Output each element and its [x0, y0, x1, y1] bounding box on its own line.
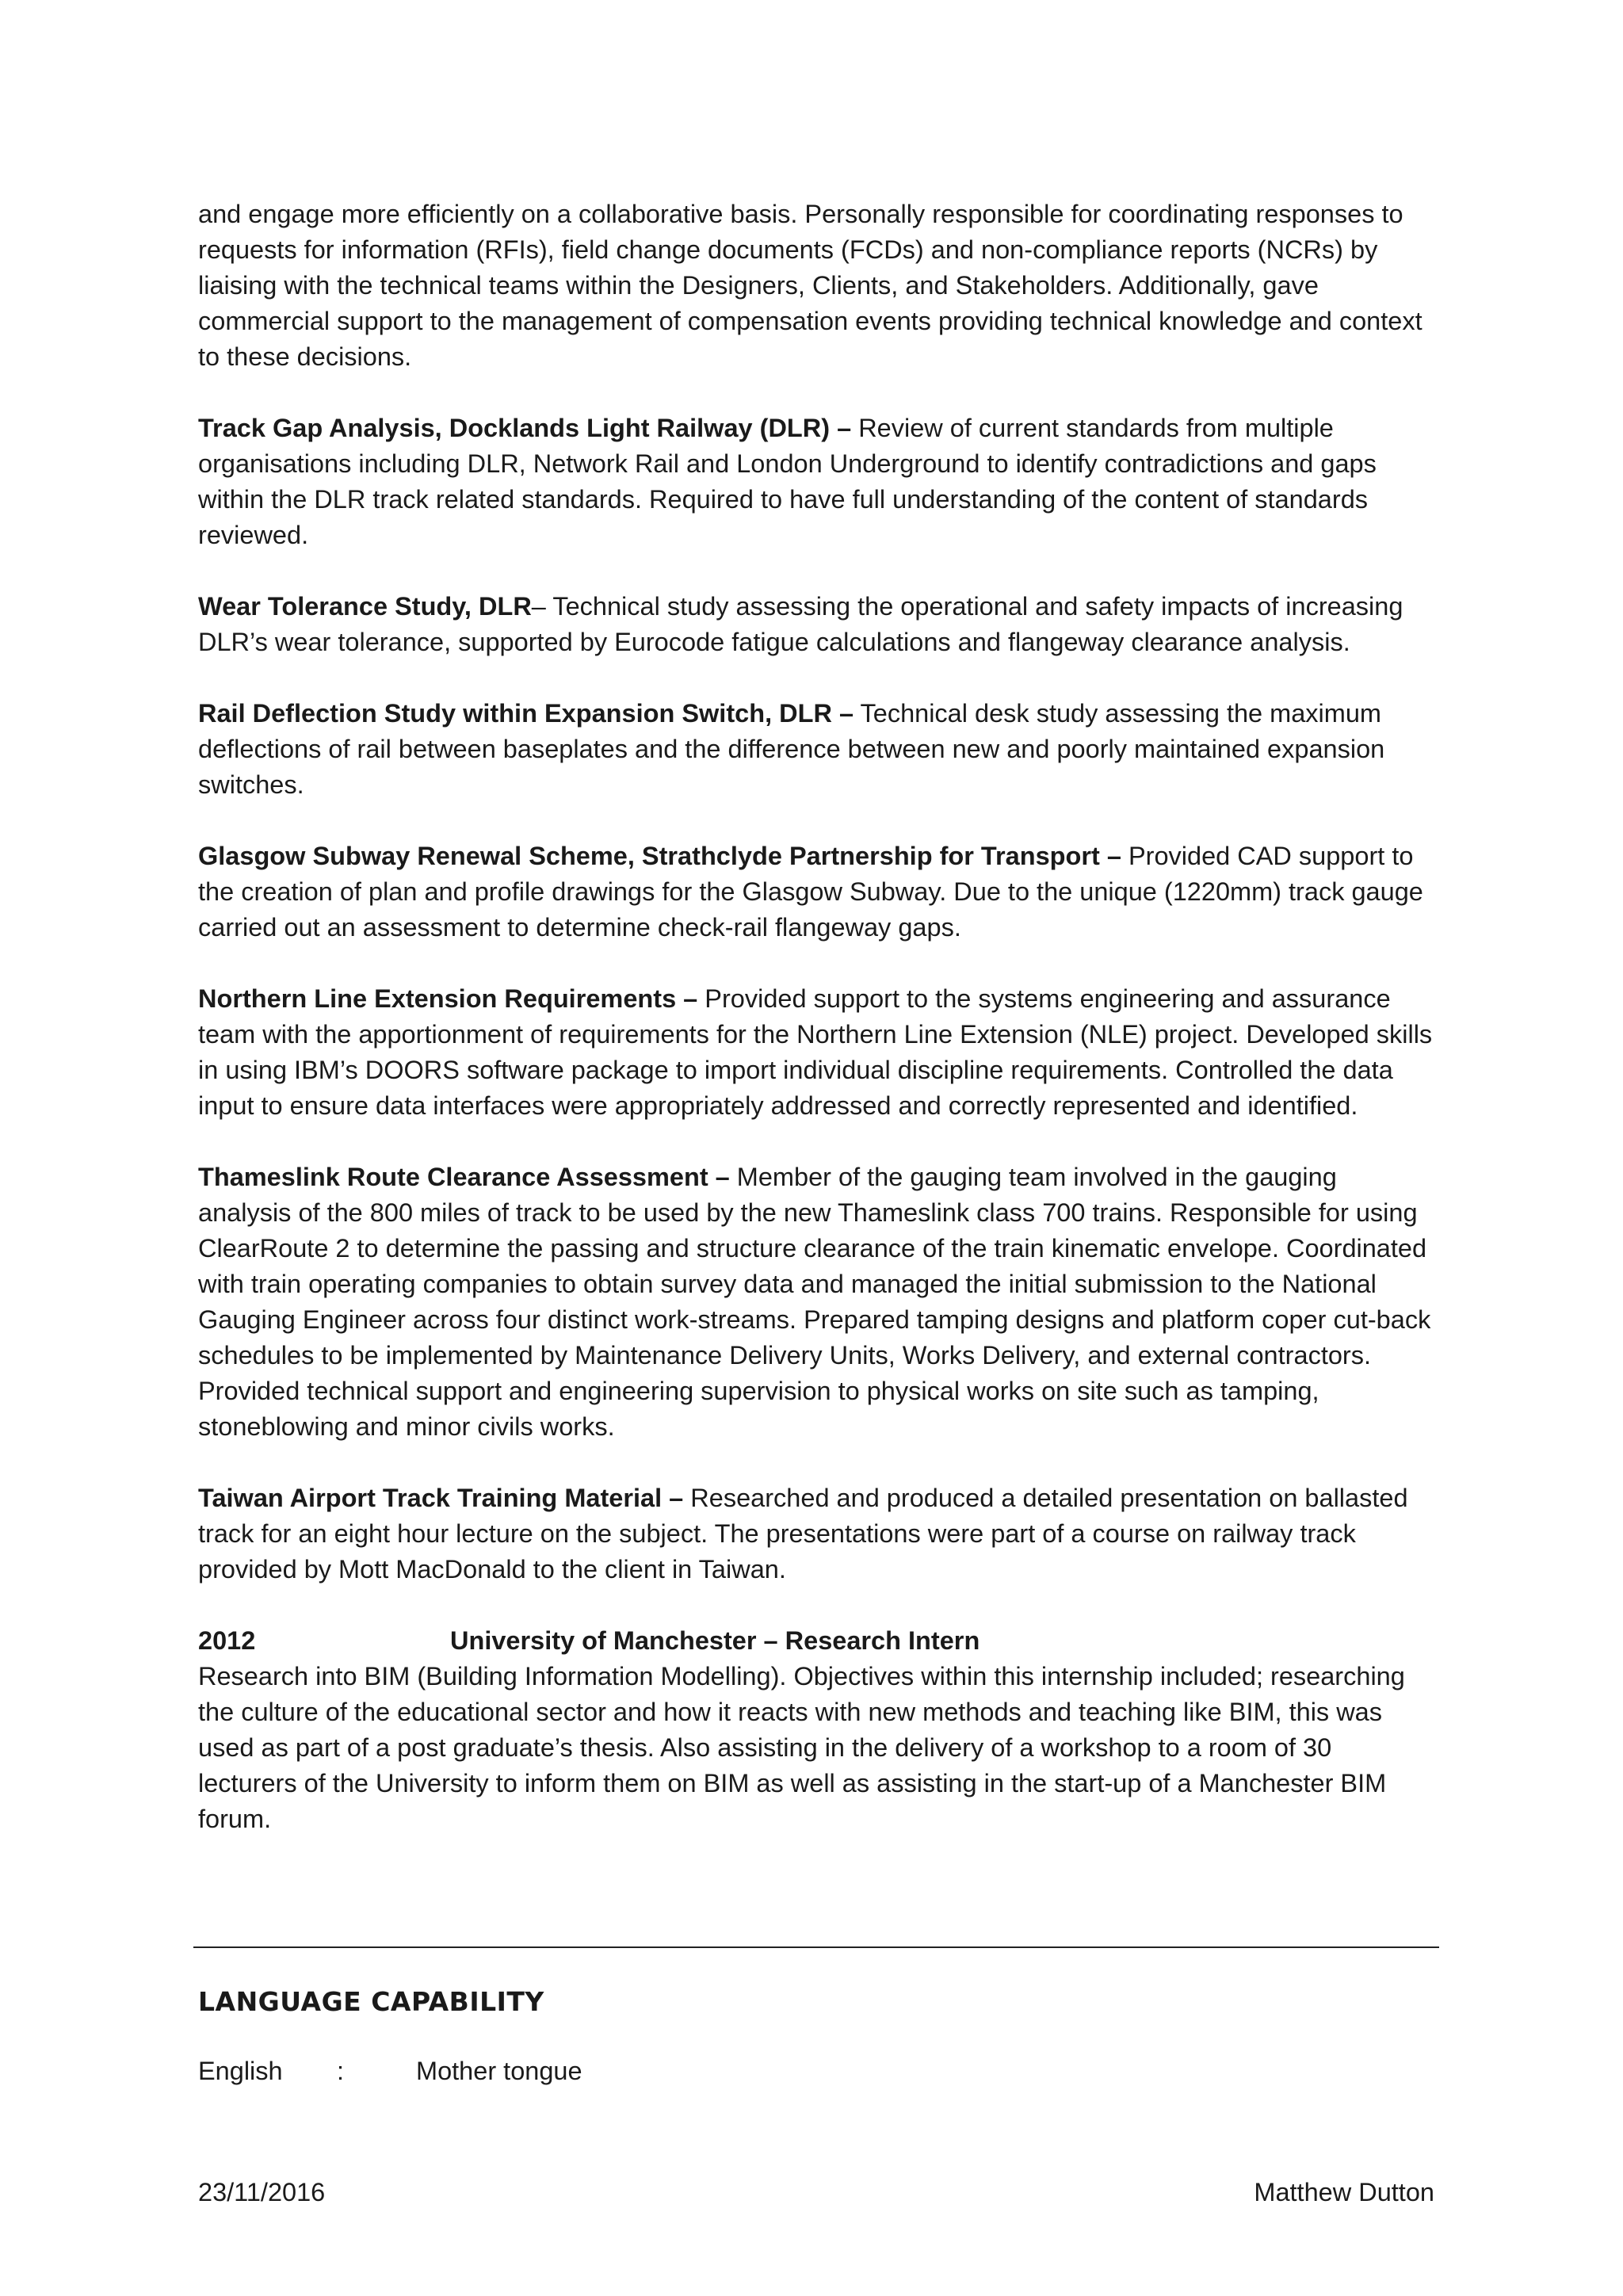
project-entry	[198, 1480, 1434, 1587]
project-title: Track Gap Analysis, Docklands Light Railway (DLR) –	[198, 414, 852, 442]
project-entry	[198, 1159, 1434, 1445]
project-entry	[198, 411, 1434, 553]
footer-date: 23/11/2016	[198, 2178, 326, 2206]
project-description: Review of current standards from multiple organisations including DLR, Network Rail and London Underground to identify contradictions and gaps within the DLR track related standards. Required to have full understanding of the content of standards reviewed.	[198, 414, 1377, 549]
project-description: Provided CAD support to the creation of plan and profile drawings for the Glasgow Subway. Due to the unique (1220mm) track gauge carried out an assessment to determine check-rail flangeway gaps.	[198, 842, 1423, 942]
intro-paragraph: and engage more efficiently on a collaborative basis. Personally responsible for coordinating responses to requests for information (RFIs), field change documents (FCDs) and non-compliance reports (NCRs) by liaising with the technical teams within the Designers, Clients, and Stakeholders. Additionally, gave commercial support to the management of compensation events providing technical knowledge and context to these decisions.	[198, 200, 1423, 371]
project-description: Provided support to the systems engineering and assurance team with the apportionment of requirements for the Northern Line Extension (NLE) project. Developed skills in using IBM’s DOORS software package to import individual discipline requirements. Controlled the data input to ensure data interfaces were appropriately addressed and correctly represented and identified.	[198, 984, 1433, 1120]
project-entry	[198, 981, 1434, 1124]
project-description: Member of the gauging team involved in the gauging analysis of the 800 miles of track to be used by the new Thameslink class 700 trains. Responsible for using ClearRoute 2 to determine the passing and structure clearance of the train kinematic envelope. Coordinated with train operating companies to obtain survey data and managed the initial submission to the National Gauging Engineer across four distinct work-streams. Prepared tamping designs and platform coper cut-back schedules to be implemented by Maintenance Delivery Units, Works Delivery, and external contractors. Provided technical support and engineering supervision to physical works on site such as tamping, stoneblowing and minor civils works.	[198, 1163, 1431, 1441]
project-description: Researched and produced a detailed presentation on ballasted track for an eight hour lecture on the subject. The presentations were part of a course on railway track provided by Mott MacDonald to the client in Taiwan.	[198, 1484, 1408, 1584]
internship-description: Research into BIM (Building Information Modelling). Objectives within this internship included; researching the culture of the educational sector and how it reacts with new methods and teaching like BIM, this was used as part of a post graduate’s thesis. Also assisting in the delivery of a workshop to a room of 30 lecturers of the University to inform them on BIM as well as assisting in the start-up of a Manchester BIM forum.	[198, 1662, 1405, 1833]
project-entry	[198, 839, 1434, 946]
experience-content	[198, 197, 1434, 1873]
project-title: Rail Deflection Study within Expansion Switch, DLR –	[198, 699, 854, 728]
project-title: Northern Line Extension Requirements –	[198, 984, 698, 1013]
footer-name: Matthew Dutton	[1254, 2178, 1434, 2206]
language-section-heading: LANGUAGE CAPABILITY	[198, 1986, 544, 2017]
project-title: Thameslink Route Clearance Assessment –	[198, 1163, 730, 1191]
project-description: Technical desk study assessing the maximum deflections of rail between baseplates and the difference between new and poorly maintained expansion switches.	[198, 699, 1385, 799]
project-description: – Technical study assessing the operational and safety impacts of increasing DLR’s wear tolerance, supported by Eurocode fatigue calculations and flangeway clearance analysis.	[198, 592, 1403, 656]
project-entry	[198, 589, 1434, 660]
project-title: Wear Tolerance Study, DLR	[198, 592, 532, 621]
internship-role: University of Manchester – Research Intern	[450, 1626, 980, 1655]
project-entry	[198, 696, 1434, 803]
internship-heading	[198, 1623, 1434, 1659]
project-title: Glasgow Subway Renewal Scheme, Strathclyde Partnership for Transport –	[198, 842, 1121, 870]
language-level: Mother tongue	[416, 2057, 582, 2085]
language-name: English	[198, 2057, 283, 2085]
language-separator: :	[337, 2057, 345, 2085]
internship-year: 2012	[198, 1626, 256, 1655]
project-title: Taiwan Airport Track Training Material –	[198, 1484, 684, 1512]
language-row	[198, 2057, 582, 2086]
section-divider	[193, 1946, 1439, 1948]
